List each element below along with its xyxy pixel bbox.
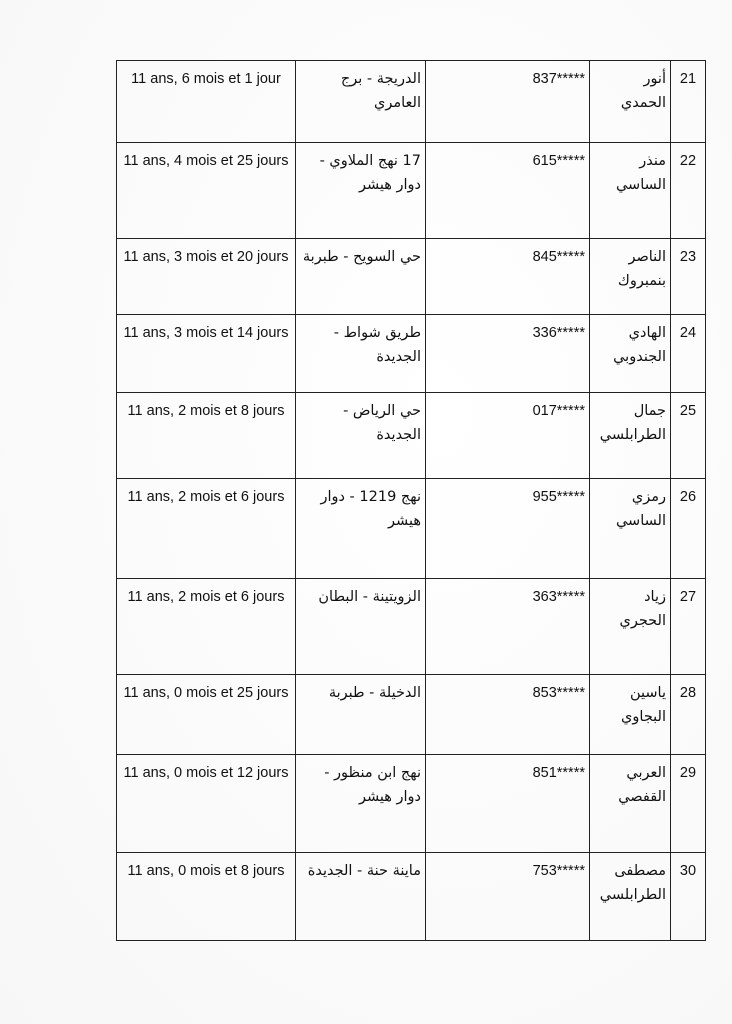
address-cell: الدخيلة - طبربة <box>296 675 426 755</box>
id-cell: 363***** <box>426 579 590 675</box>
duration-cell: 11 ans, 0 mois et 12 jours <box>117 755 296 853</box>
table-row <box>117 393 706 479</box>
name-cell: مصطفى الطرابلسي <box>590 853 671 941</box>
name-cell: جمال الطرابلسي <box>590 393 671 479</box>
row-number: 24 <box>671 315 706 393</box>
row-number: 22 <box>671 143 706 239</box>
duration-cell: 11 ans, 4 mois et 25 jours <box>117 143 296 239</box>
table-row <box>117 853 706 941</box>
table-row <box>117 479 706 579</box>
table-row <box>117 143 706 239</box>
id-cell: 753***** <box>426 853 590 941</box>
address-cell: حي السويح - طبربة <box>296 239 426 315</box>
id-cell: 955***** <box>426 479 590 579</box>
address-cell: نهج 1219 - دوار هيشر <box>296 479 426 579</box>
table-row <box>117 239 706 315</box>
id-cell: 851***** <box>426 755 590 853</box>
address-cell: 17 نهج الملاوي - دوار هيشر <box>296 143 426 239</box>
name-cell: ياسين البجاوي <box>590 675 671 755</box>
duration-cell: 11 ans, 2 mois et 6 jours <box>117 579 296 675</box>
roster-table <box>116 60 706 941</box>
name-cell: الهادي الجندوبي <box>590 315 671 393</box>
table-row <box>117 315 706 393</box>
id-cell: 615***** <box>426 143 590 239</box>
address-cell: الدريجة - برج العامري <box>296 61 426 143</box>
duration-cell: 11 ans, 3 mois et 20 jours <box>117 239 296 315</box>
address-cell: الزويتينة - البطان <box>296 579 426 675</box>
duration-cell: 11 ans, 0 mois et 8 jours <box>117 853 296 941</box>
row-number: 25 <box>671 393 706 479</box>
id-cell: 853***** <box>426 675 590 755</box>
row-number: 26 <box>671 479 706 579</box>
duration-cell: 11 ans, 3 mois et 14 jours <box>117 315 296 393</box>
name-cell: أنور الحمدي <box>590 61 671 143</box>
row-number: 21 <box>671 61 706 143</box>
address-cell: نهج ابن منظور - دوار هيشر <box>296 755 426 853</box>
id-cell: 017***** <box>426 393 590 479</box>
address-cell: ماينة حنة - الجديدة <box>296 853 426 941</box>
row-number: 30 <box>671 853 706 941</box>
row-number: 27 <box>671 579 706 675</box>
name-cell: زياد الحجري <box>590 579 671 675</box>
name-cell: منذر الساسي <box>590 143 671 239</box>
row-number: 28 <box>671 675 706 755</box>
table-row <box>117 675 706 755</box>
row-number: 29 <box>671 755 706 853</box>
table-row <box>117 579 706 675</box>
duration-cell: 11 ans, 2 mois et 6 jours <box>117 479 296 579</box>
table-row <box>117 755 706 853</box>
address-cell: حي الرياض - الجديدة <box>296 393 426 479</box>
id-cell: 837***** <box>426 61 590 143</box>
row-number: 23 <box>671 239 706 315</box>
table-row <box>117 61 706 143</box>
name-cell: العربي القفصي <box>590 755 671 853</box>
id-cell: 336***** <box>426 315 590 393</box>
name-cell: رمزي الساسي <box>590 479 671 579</box>
duration-cell: 11 ans, 0 mois et 25 jours <box>117 675 296 755</box>
address-cell: طريق شواط - الجديدة <box>296 315 426 393</box>
duration-cell: 11 ans, 6 mois et 1 jour <box>117 61 296 143</box>
id-cell: 845***** <box>426 239 590 315</box>
duration-cell: 11 ans, 2 mois et 8 jours <box>117 393 296 479</box>
name-cell: الناصر بنمبروك <box>590 239 671 315</box>
